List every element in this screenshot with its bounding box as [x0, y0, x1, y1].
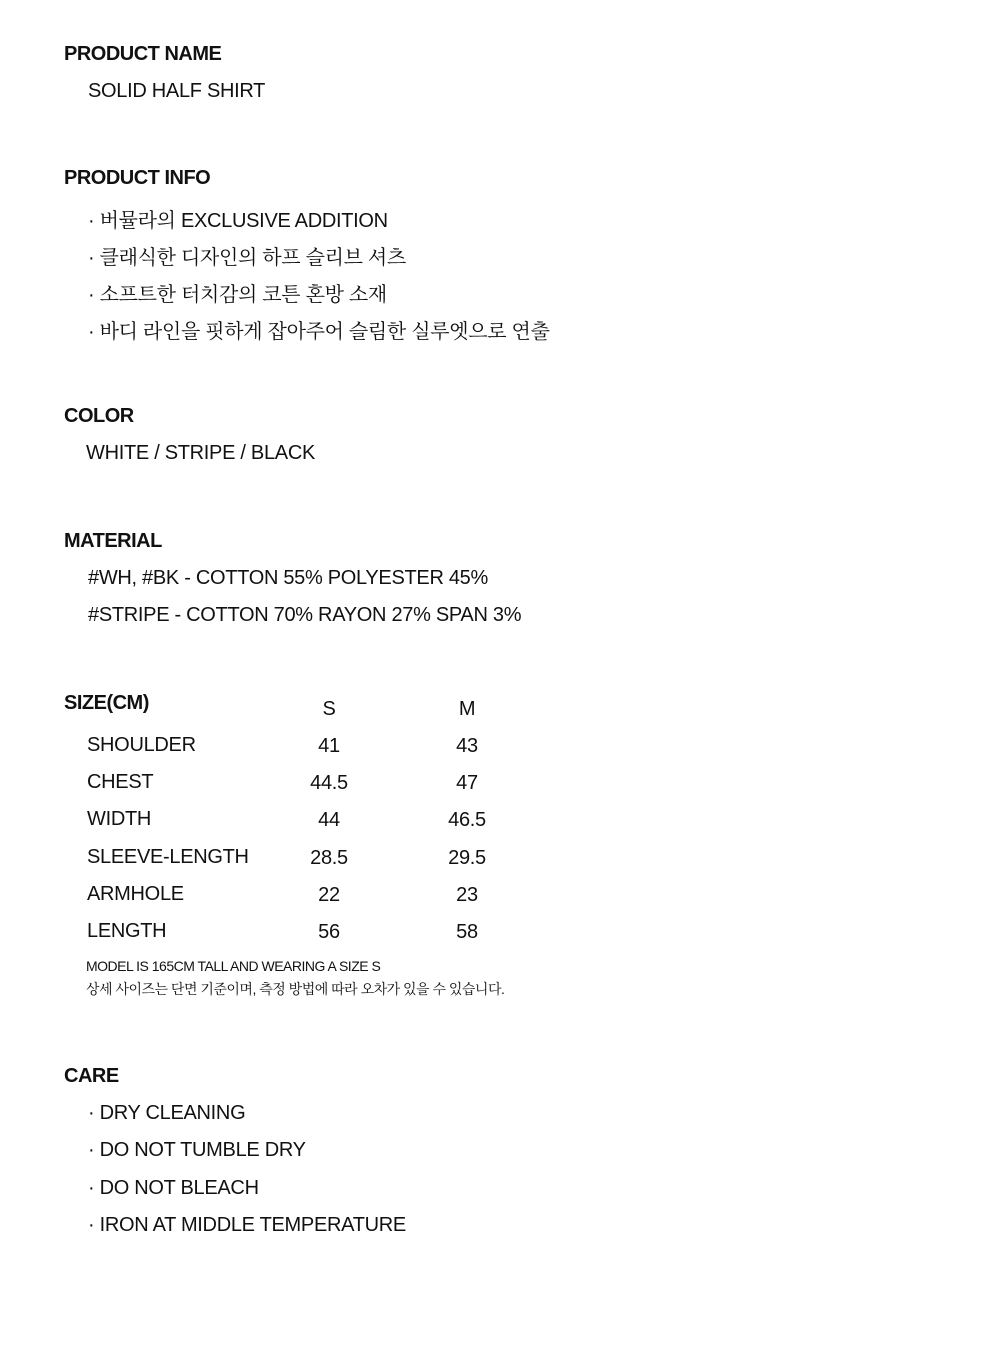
care-heading: CARE [64, 1065, 119, 1087]
material-item: #STRIPE - COTTON 70% RAYON 27% SPAN 3% [88, 604, 522, 626]
product-info-item: · 클래식한 디자인의 하프 슬리브 셔츠 [88, 247, 406, 269]
material-heading: MATERIAL [64, 530, 162, 552]
size-note-model: MODEL IS 165CM TALL AND WEARING A SIZE S [86, 958, 381, 974]
care-item: · DO NOT TUMBLE DRY [88, 1139, 306, 1161]
size-cell: 41 [318, 735, 340, 757]
size-row-label: CHEST [87, 771, 154, 793]
size-cell: 44 [318, 809, 340, 831]
size-column-header: S [322, 698, 336, 720]
care-item: · DRY CLEANING [88, 1102, 246, 1124]
material-item: #WH, #BK - COTTON 55% POLYESTER 45% [88, 567, 488, 589]
size-cell: 22 [318, 884, 340, 906]
size-note-measurement: 상세 사이즈는 단면 기준이며, 측정 방법에 따라 오차가 있을 수 있습니다. [86, 981, 505, 997]
size-cell: 29.5 [448, 847, 486, 869]
size-cell: 43 [456, 735, 478, 757]
size-row-label: SLEEVE-LENGTH [87, 846, 249, 868]
care-item: · IRON AT MIDDLE TEMPERATURE [88, 1214, 406, 1236]
size-row-label: WIDTH [87, 808, 152, 830]
product-name-heading: PRODUCT NAME [64, 43, 222, 65]
size-cell: 46.5 [448, 809, 486, 831]
product-info-item: · 소프트한 터치감의 코튼 혼방 소재 [88, 284, 387, 306]
size-cell: 58 [456, 921, 478, 943]
care-item: · DO NOT BLEACH [88, 1177, 259, 1199]
product-info-item: · 바디 라인을 핏하게 잡아주어 슬림한 실루엣으로 연출 [88, 321, 550, 343]
color-value: WHITE / STRIPE / BLACK [86, 442, 315, 464]
size-cell: 23 [456, 884, 478, 906]
size-row-label: SHOULDER [87, 734, 196, 756]
size-cell: 28.5 [310, 847, 348, 869]
color-heading: COLOR [64, 405, 134, 427]
size-cell: 56 [318, 921, 340, 943]
size-heading: SIZE(CM) [64, 692, 149, 714]
size-row-label: LENGTH [87, 920, 167, 942]
size-cell: 47 [456, 772, 478, 794]
size-cell: 44.5 [310, 772, 348, 794]
size-row-label: ARMHOLE [87, 883, 184, 905]
size-column-header: M [458, 698, 476, 720]
product-name-value: SOLID HALF SHIRT [88, 80, 266, 102]
product-info-item: · 버뮬라의 EXCLUSIVE ADDITION [88, 210, 388, 232]
product-info-heading: PRODUCT INFO [64, 167, 211, 189]
